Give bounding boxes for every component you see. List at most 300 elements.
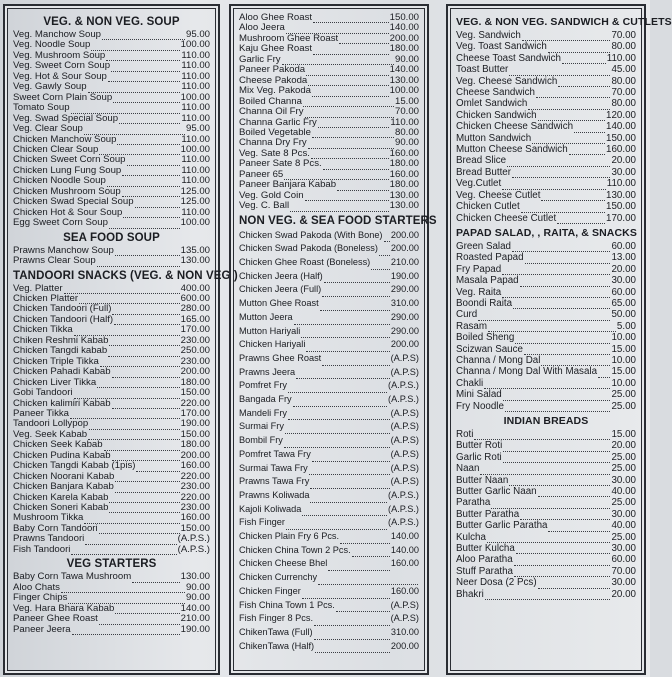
item-price: 10.00 xyxy=(611,377,636,389)
menu-column-2 xyxy=(229,4,437,675)
menu-item xyxy=(239,338,419,352)
item-name: Boiled Sheng xyxy=(456,332,515,344)
item-price: 160.00 xyxy=(389,168,419,180)
item-name: Veg. Toast Sandwich xyxy=(456,41,547,53)
item-name: Tomato Soup xyxy=(13,102,70,114)
item-price: 600.00 xyxy=(180,292,210,304)
item-price: 190.00 xyxy=(180,418,210,430)
item-name: Chicken Tangdi kabab xyxy=(13,345,108,357)
dot-leader xyxy=(562,56,606,64)
item-price: 130.00 xyxy=(389,200,419,212)
dot-leader xyxy=(532,136,605,144)
dot-leader xyxy=(507,159,610,167)
item-name: Chicken Swad Pakoda (Boneless) xyxy=(239,243,378,254)
item-name: Veg. Cheese Cutlet xyxy=(456,189,541,201)
menu-item xyxy=(239,585,419,599)
menu-item xyxy=(13,614,210,624)
dot-leader xyxy=(524,347,610,355)
item-price: 140.00 xyxy=(389,22,419,34)
item-price: (A.P.S) xyxy=(390,448,419,459)
menu-item xyxy=(239,366,419,380)
dot-leader xyxy=(314,618,390,626)
item-price: 30.00 xyxy=(611,577,636,589)
item-price: 130.00 xyxy=(180,255,210,267)
item-name: Fry Noodle xyxy=(456,400,504,412)
item-price: 165.00 xyxy=(180,313,210,325)
dot-leader xyxy=(512,244,610,252)
item-name: Chicken Currenchy xyxy=(239,572,318,583)
item-name: Veg.Cutlet xyxy=(456,178,502,190)
menu-item xyxy=(456,554,636,565)
item-price: 140.00 xyxy=(606,121,636,133)
item-name: Curd xyxy=(456,309,478,321)
dot-leader xyxy=(308,141,394,149)
dot-leader xyxy=(488,324,616,332)
item-price: (A.P.S) xyxy=(390,476,419,487)
menu-item xyxy=(239,626,419,640)
item-price: 15.00 xyxy=(394,95,419,107)
item-price: (A.P.S.) xyxy=(388,489,419,500)
item-price: 110.00 xyxy=(181,164,210,176)
item-price: 100.00 xyxy=(180,217,210,229)
item-price: 140.00 xyxy=(390,544,419,555)
dot-leader xyxy=(119,116,180,124)
item-price: 30.00 xyxy=(611,474,636,486)
item-name: Chicken Tangdi Kabab (1pis) xyxy=(13,460,136,472)
dot-leader xyxy=(328,563,390,571)
item-name: Chicken Finger xyxy=(239,585,301,596)
item-price: 200.00 xyxy=(390,229,419,240)
item-name: Veg. Gold Coin xyxy=(239,189,304,201)
item-price: 110.00 xyxy=(181,102,210,114)
dot-leader xyxy=(97,259,180,267)
item-price: 160.00 xyxy=(390,558,419,569)
item-name: Chicken Sandwich xyxy=(456,109,537,121)
item-name: Fish Finger xyxy=(239,517,285,528)
item-name: Butter Garlic Naan xyxy=(456,486,537,498)
menu-item xyxy=(456,577,636,588)
item-name: Butter Roti xyxy=(456,440,503,452)
item-price: 5.00 xyxy=(616,320,636,332)
menu-item xyxy=(456,452,636,463)
menu-item xyxy=(456,463,636,474)
item-name: Veg. Sate 8 Pcs. xyxy=(239,147,310,159)
item-name: Mushroom Ghee Roast xyxy=(239,32,339,44)
menu-item xyxy=(239,503,419,517)
item-price: 180.00 xyxy=(180,439,210,451)
item-name: Channa Garlic Fry xyxy=(239,116,317,128)
dot-leader xyxy=(293,399,387,407)
item-name: Chicken Cheese Bhel xyxy=(239,558,328,569)
item-name: Veg. Cheese Sandwich xyxy=(456,75,558,87)
item-name: Veg. Sandwich xyxy=(456,30,521,41)
section-title: VEG. & NON VEG. SOUP xyxy=(43,16,180,28)
item-name: Tandoori Lollypop xyxy=(13,418,89,430)
dot-leader xyxy=(491,501,610,509)
item-price: 220.00 xyxy=(180,491,210,503)
dot-leader xyxy=(337,183,389,191)
item-price: 120.00 xyxy=(606,109,636,121)
dot-leader xyxy=(310,481,389,489)
item-name: Toast Butter xyxy=(456,64,509,76)
dot-leader xyxy=(352,549,390,557)
item-price: 95.00 xyxy=(185,29,210,40)
item-name: Omlet Sandwich xyxy=(456,98,528,110)
dot-leader xyxy=(509,478,610,486)
item-name: Chicken Platter xyxy=(13,292,79,304)
item-price: 15.00 xyxy=(611,429,636,440)
item-price: (A.P.S.) xyxy=(388,394,419,405)
dot-leader xyxy=(112,370,180,378)
menu-item xyxy=(456,543,636,554)
menu-item xyxy=(456,213,636,224)
item-price: 80.00 xyxy=(394,126,419,138)
menu-item xyxy=(239,434,419,448)
item-price: 280.00 xyxy=(180,303,210,315)
dot-leader xyxy=(484,381,610,389)
dot-leader xyxy=(324,275,390,283)
item-name: Roasted Papad xyxy=(456,252,524,264)
dot-leader xyxy=(520,279,611,287)
item-price: 80.00 xyxy=(611,98,636,110)
item-price: 110.00 xyxy=(181,49,210,61)
dot-leader xyxy=(290,204,389,212)
item-price: 150.00 xyxy=(606,132,636,144)
item-name: Cheese Pakoda xyxy=(239,74,308,86)
item-price: 230.00 xyxy=(180,502,210,514)
item-name: Naan xyxy=(456,463,480,475)
item-price: 90.00 xyxy=(394,53,419,65)
item-price: 80.00 xyxy=(611,41,636,53)
item-name: Chicken Banjara Kabab xyxy=(13,481,114,493)
item-name: Mutton Jeera xyxy=(239,311,293,322)
item-name: Stuff Paratha xyxy=(456,565,514,577)
item-price: 100.00 xyxy=(389,85,419,97)
item-price: 130.00 xyxy=(606,189,636,201)
item-price: 190.00 xyxy=(180,623,210,635)
item-price: 30.00 xyxy=(611,166,636,178)
item-price: 160.00 xyxy=(390,585,419,596)
item-name: Chicken Pahadi Kabab xyxy=(13,366,111,378)
dot-leader xyxy=(308,78,388,86)
item-name: Chicken Swad Pakoda (With Bone) xyxy=(239,229,383,240)
dot-leader xyxy=(315,645,390,653)
item-price: 70.00 xyxy=(394,106,419,118)
item-name: Chicken Hot & Sour Soup xyxy=(13,206,123,218)
dot-leader xyxy=(502,267,610,275)
item-price: 160.00 xyxy=(389,147,419,159)
item-name: Aloo Jeera xyxy=(239,22,285,34)
item-name: Bombil Fry xyxy=(239,435,283,446)
menu-item xyxy=(456,332,636,343)
item-name: Channa / Mong Dal xyxy=(456,354,541,366)
dot-leader xyxy=(97,380,179,388)
menu-item xyxy=(239,475,419,489)
menu-item xyxy=(239,640,419,654)
dot-leader xyxy=(109,221,180,229)
dot-leader xyxy=(320,303,390,311)
dot-leader xyxy=(503,455,611,463)
item-name: Butter Naan xyxy=(456,474,509,486)
item-name: Fry Papad xyxy=(456,263,502,275)
item-name: Chakli xyxy=(456,377,484,389)
dot-leader xyxy=(310,495,387,503)
item-name: Mini Salad xyxy=(456,389,502,401)
dot-leader xyxy=(569,147,605,155)
dot-leader xyxy=(100,359,180,367)
item-price: 230.00 xyxy=(180,334,210,346)
item-name: Mutton Ghee Roast xyxy=(239,298,319,309)
item-name: Paratha xyxy=(456,497,491,509)
item-price: 70.00 xyxy=(611,565,636,577)
dot-leader xyxy=(311,151,389,159)
item-price: 130.00 xyxy=(389,74,419,86)
item-price: 80.00 xyxy=(611,75,636,87)
item-price: 230.00 xyxy=(180,355,210,367)
item-price: 40.00 xyxy=(611,520,636,532)
item-name: Channa Oil Fry xyxy=(239,106,304,118)
item-name: Cheese Sandwich xyxy=(456,87,535,99)
menu-section xyxy=(239,214,437,654)
item-name: ChikenTawa (Half) xyxy=(239,640,315,651)
dot-leader xyxy=(306,68,389,76)
item-name: Green Salad xyxy=(456,240,512,252)
item-name: Veg. Manchow Soup xyxy=(13,29,102,40)
menu-item xyxy=(456,566,636,577)
menu-column-3 xyxy=(446,4,672,675)
dot-leader xyxy=(340,536,390,544)
item-name: Paneer Banjara Kabab xyxy=(239,179,337,191)
dot-leader xyxy=(104,443,180,451)
dot-leader xyxy=(286,522,387,530)
item-price: 100.00 xyxy=(180,91,210,103)
menu-item xyxy=(456,344,636,355)
menu-item xyxy=(456,110,636,121)
menu-section xyxy=(239,13,419,212)
item-name: Veg. Sweet Corn Soup xyxy=(13,60,111,72)
menu-item xyxy=(13,218,210,228)
dot-leader xyxy=(515,336,610,344)
item-name: Fish China Town 1 Pcs. xyxy=(239,599,335,610)
item-price: 290.00 xyxy=(390,325,419,336)
dot-leader xyxy=(538,581,611,589)
item-name: Baby Corn Tandoori xyxy=(13,522,98,534)
menu-item xyxy=(456,87,636,98)
item-price: 200.00 xyxy=(390,243,419,254)
dot-leader xyxy=(313,47,389,55)
dot-leader xyxy=(521,205,605,213)
item-name: Paneer Sate 8 Pcs. xyxy=(239,158,322,170)
item-name: Garlic Fry xyxy=(239,53,281,65)
item-name: Veg. Swad Special Soup xyxy=(13,112,119,124)
menu-section xyxy=(13,558,210,635)
dot-leader xyxy=(305,193,389,201)
dot-leader xyxy=(509,68,610,76)
menu-item xyxy=(239,107,419,117)
item-name: Mandeli Fry xyxy=(239,407,287,418)
menu-item xyxy=(456,475,636,486)
item-price: (A.P.S) xyxy=(390,435,419,446)
dot-leader xyxy=(72,627,180,635)
dot-leader xyxy=(322,358,389,366)
item-name: Garlic Roti xyxy=(456,451,502,463)
dot-leader xyxy=(480,467,610,475)
item-name: Prawns Koliwada xyxy=(239,489,310,500)
menu-item xyxy=(456,190,636,201)
item-name: Chicken Lung Fung Soup xyxy=(13,164,122,176)
item-price: 110.00 xyxy=(181,175,210,187)
item-name: Bangada Fry xyxy=(239,394,292,405)
dot-leader xyxy=(115,248,180,256)
dot-leader xyxy=(548,524,610,532)
dot-leader xyxy=(288,385,387,393)
dot-leader xyxy=(314,632,390,640)
dot-leader xyxy=(113,95,179,103)
dot-leader xyxy=(112,307,179,315)
item-name: Mushroom Tikka xyxy=(13,512,84,524)
dot-leader xyxy=(106,53,180,61)
item-name: Veg. Clear Soup xyxy=(13,123,83,135)
item-price: 25.00 xyxy=(611,531,636,543)
item-price: (A.P.S) xyxy=(390,613,419,624)
item-name: Boiled Channa xyxy=(239,95,302,107)
menu-item xyxy=(13,625,210,635)
dot-leader xyxy=(123,210,180,218)
item-price: 290.00 xyxy=(390,284,419,295)
item-price: 50.00 xyxy=(611,309,636,321)
item-price: 40.00 xyxy=(611,486,636,498)
dot-leader xyxy=(296,371,389,379)
menu-item xyxy=(239,352,419,366)
dot-leader xyxy=(522,33,611,41)
dot-leader xyxy=(112,401,180,409)
item-name: Paneer Pakoda xyxy=(239,64,306,76)
menu-item xyxy=(456,275,636,286)
menu-item xyxy=(239,407,419,421)
item-name: Cheese Toast Sandwich xyxy=(456,52,561,64)
item-name: Veg. Seek Kabab xyxy=(13,428,88,440)
item-name: Mutton Sandwich xyxy=(456,132,532,144)
dot-leader xyxy=(132,575,179,583)
item-price: 180.00 xyxy=(180,376,210,388)
dot-leader xyxy=(514,569,610,577)
item-name: ChikenTawa (Full) xyxy=(239,627,313,637)
dot-leader xyxy=(528,102,610,110)
menu-item xyxy=(456,497,636,508)
menu-item xyxy=(239,325,419,339)
menu-item xyxy=(239,489,419,503)
item-name: Veg. Noodle Soup xyxy=(13,39,91,51)
item-price: (A.P.S) xyxy=(390,462,419,473)
item-name: Chicken Manchow Soup xyxy=(13,133,117,145)
menu-item xyxy=(456,241,636,252)
item-name: Aloo Paratha xyxy=(456,554,513,566)
item-name: Butter Paratha xyxy=(456,508,520,520)
item-price: 220.00 xyxy=(180,397,210,409)
item-name: Chicken Cutlet xyxy=(456,201,520,213)
item-price: 160.00 xyxy=(180,512,210,524)
dot-leader xyxy=(548,45,611,53)
menu-section xyxy=(13,269,238,556)
item-name: Boondi Raita xyxy=(456,297,513,309)
item-price: 70.00 xyxy=(611,87,636,99)
dot-leader xyxy=(109,495,179,503)
menu-item xyxy=(456,486,636,497)
menu-item xyxy=(456,41,636,52)
item-price: 170.00 xyxy=(180,324,210,336)
item-name: Surmai Fry xyxy=(239,421,284,432)
dot-leader xyxy=(306,344,390,352)
dot-leader xyxy=(115,606,179,614)
dot-leader xyxy=(285,426,390,434)
item-name: Mutton Hariyali xyxy=(239,325,301,336)
item-price: (A.P.S) xyxy=(390,421,419,432)
item-name: Surmai Tawa Fry xyxy=(239,462,308,473)
item-name: Channa Dry Fry xyxy=(239,137,307,149)
item-price: 160.00 xyxy=(606,144,636,156)
menu-section xyxy=(13,16,210,229)
menu-item xyxy=(456,133,636,144)
item-price: 25.00 xyxy=(611,389,636,401)
dot-leader xyxy=(302,508,387,516)
item-name: Veg. Hot & Sour Soup xyxy=(13,70,107,82)
dot-leader xyxy=(312,89,389,97)
menu-item xyxy=(456,298,636,309)
dot-leader xyxy=(122,168,180,176)
menu-item xyxy=(239,420,419,434)
item-price: 180.00 xyxy=(389,158,419,170)
item-price: 130.00 xyxy=(180,571,210,583)
menu-item xyxy=(239,516,419,530)
item-price: 200.00 xyxy=(180,449,210,461)
item-price: 150.00 xyxy=(180,522,210,534)
item-name: Kajoli Koliwada xyxy=(239,503,302,514)
section-title: TANDOORI SNACKS (VEG. & NON VEG.) xyxy=(13,269,238,282)
item-name: Paneer Jeera xyxy=(13,623,71,635)
dot-leader xyxy=(503,393,611,401)
dot-leader xyxy=(598,370,610,378)
dot-leader xyxy=(108,74,180,82)
menu-item xyxy=(239,462,419,476)
dot-leader xyxy=(318,577,418,585)
item-name: Mutton Cheese Sandwich xyxy=(456,144,568,156)
item-name: Chicken Tandoori (Full) xyxy=(13,303,112,315)
item-price: 290.00 xyxy=(390,311,419,322)
dot-leader xyxy=(485,592,611,600)
menu-item xyxy=(239,599,419,613)
item-name: Boiled Vegetable xyxy=(239,126,312,138)
item-price: (A.P.S.) xyxy=(388,517,419,528)
menu-section xyxy=(13,232,210,267)
dot-leader xyxy=(102,32,185,40)
dot-leader xyxy=(513,301,610,309)
item-price: 20.00 xyxy=(611,440,636,452)
section-title: VEG. & NON VEG. SANDWICH & CUTLETS xyxy=(456,16,672,28)
item-price: 110.00 xyxy=(606,178,636,190)
section-title: NON VEG. & SEA FOOD STARTERS xyxy=(239,214,437,227)
item-name: Butter Kulcha xyxy=(456,543,515,555)
section-title: PAPAD SALAD, , RAITA, & SNACKS xyxy=(456,226,637,239)
dot-leader xyxy=(284,440,390,448)
item-price: 65.00 xyxy=(611,297,636,309)
item-price: 210.00 xyxy=(180,613,210,625)
dot-leader xyxy=(336,604,390,612)
item-price: 30.00 xyxy=(611,543,636,555)
item-price: 15.00 xyxy=(611,343,636,355)
menu-section xyxy=(456,227,636,412)
item-name: Chicken Pudina Kabab xyxy=(13,449,111,461)
item-price: 160.00 xyxy=(180,460,210,472)
